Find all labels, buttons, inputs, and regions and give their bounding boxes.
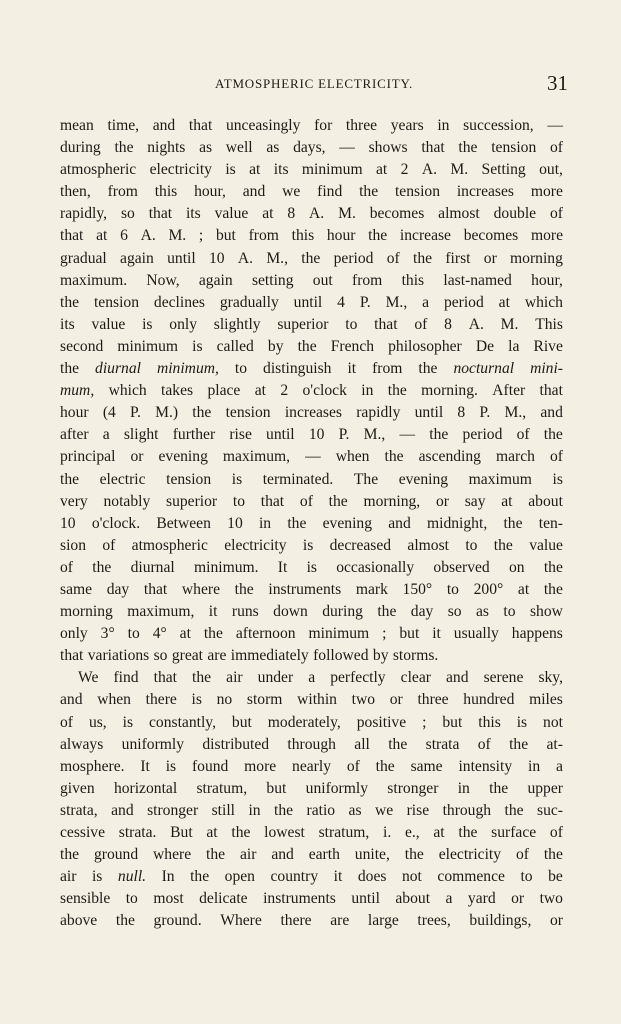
page-number: 31 xyxy=(547,71,568,95)
text-line: only 3° to 4° at the afternoon minimum ; but it usually happens xyxy=(60,625,563,643)
text-line: of us, is constantly, but moderately, positive ; but this is not xyxy=(60,713,563,731)
text-line: We find that the air under a perfectly clear and serene sky, xyxy=(78,669,563,687)
text-line: morning maximum, it runs down during the day so as to show xyxy=(60,603,563,621)
text-line: mum, which takes place at 2 o'clock in the morning. After that xyxy=(60,382,563,400)
text-line: and when there is no storm within two or three hundred miles xyxy=(60,691,563,709)
text-line: same day that where the instruments mark 150° to 200° at the xyxy=(60,580,563,598)
text-line: gradual again until 10 A. M., the period of the first or morning xyxy=(60,249,563,267)
text-line: cessive strata. But at the lowest stratum, i. e., at the surface of xyxy=(60,824,563,841)
text-line: always uniformly distributed through all the strata of the at- xyxy=(60,735,563,753)
text-line: the diurnal minimum, to distinguish it from the nocturnal mini- xyxy=(60,360,563,378)
body-text xyxy=(60,115,563,932)
text-line: its value is only slightly superior to that of 8 A. M. This xyxy=(60,315,563,333)
text-line: that variations so great are immediately followed by storms. xyxy=(60,647,439,665)
text-line: above the ground. Where there are large trees, buildings, or xyxy=(60,912,563,930)
text-line: sion of atmospheric electricity is decreased almost to the value xyxy=(60,536,563,554)
text-line: atmospheric electricity is at its minimum at 2 A. M. Setting out, xyxy=(60,161,563,179)
text-line: air is null. In the open country it does not commence to be xyxy=(60,868,563,886)
text-line: 10 o'clock. Between 10 in the evening and midnight, the ten- xyxy=(60,514,563,532)
text-line: principal or evening maximum, — when the ascending march of xyxy=(60,448,563,466)
page-header xyxy=(60,71,568,96)
text-line: second minimum is called by the French philosopher De la Rive xyxy=(60,337,563,355)
text-line: of the diurnal minimum. It is occasionally observed on the xyxy=(60,558,563,576)
text-line: the ground where the air and earth unite, the electricity of the xyxy=(60,846,563,864)
text-line: mean time, and that unceasingly for three years in succession, — xyxy=(60,117,563,134)
text-line: the tension declines gradually until 4 P. M., a period at which xyxy=(60,293,563,311)
text-line: during the nights as well as days, — shows that the tension of xyxy=(60,139,563,157)
text-line: hour (4 P. M.) the tension increases rapidly until 8 P. M., and xyxy=(60,404,563,422)
text-line: then, from this hour, and we find the tension increases more xyxy=(60,183,563,201)
text-line: rapidly, so that its value at 8 A. M. becomes almost double of xyxy=(60,205,563,223)
running-head: ATMOSPHERIC ELECTRICITY. xyxy=(214,76,414,91)
text-line: strata, and stronger still in the ratio as we rise through the suc- xyxy=(60,801,563,819)
text-line: maximum. Now, again setting out from this last-named hour, xyxy=(60,271,563,289)
text-line: very notably superior to that of the morning, or say at about xyxy=(60,492,563,510)
text-line: that at 6 A. M. ; but from this hour the increase becomes more xyxy=(60,227,563,245)
text-line: mosphere. It is found more nearly of the same intensity in a xyxy=(60,757,563,775)
text-line: the electric tension is terminated. The evening maximum is xyxy=(60,470,563,488)
text-line: after a slight further rise until 10 P. M., — the period of the xyxy=(60,426,563,444)
text-line: given horizontal stratum, but uniformly stronger in the upper xyxy=(60,779,563,797)
text-line: sensible to most delicate instruments until about a yard or two xyxy=(60,890,563,908)
